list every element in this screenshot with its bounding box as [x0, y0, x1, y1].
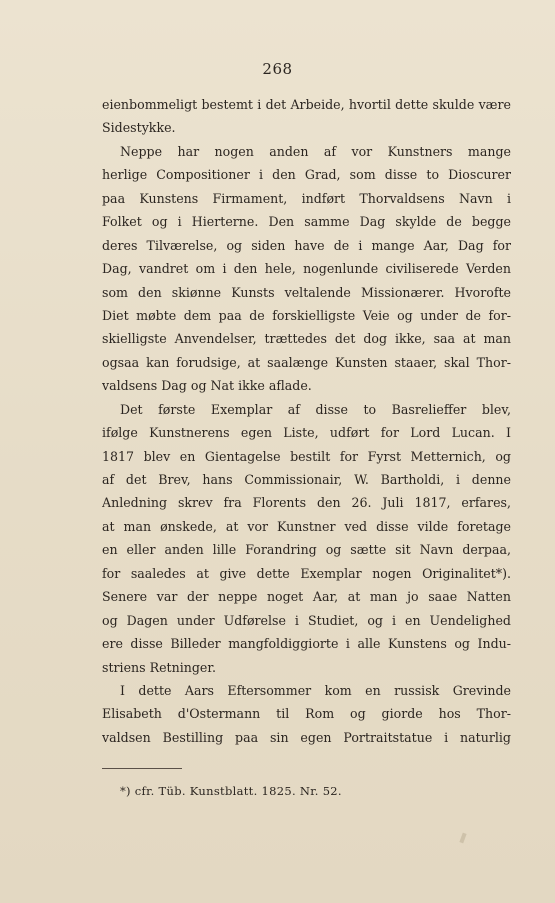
- text-line: Folket og i Hierterne. Den samme Dag skylde de begge: [102, 214, 511, 230]
- text-line: eienbommeligt bestemt i det Arbeide, hvortil dette skulde være: [102, 97, 511, 112]
- text-line: Senere var der neppe noget Aar, at man jo saae Natten: [102, 589, 511, 605]
- body-text: [102, 93, 511, 749]
- text-line: Det første Exemplar af disse to Basrelieffer blev,: [120, 401, 511, 417]
- text-line: Sidestykke.: [102, 120, 176, 136]
- text-line: Dag, vandret om i den hele, nogenlunde civiliserede Verden: [102, 261, 511, 277]
- text-line: ifølge Kunstnerens egen Liste, udført for Lord Lucan. I: [102, 425, 511, 441]
- text-line: 1817 blev en Gientagelse bestilt for Fyrst Metternich, og: [102, 448, 511, 464]
- text-line: at man ønskede, at vor Kunstner ved disse vilde foretage: [102, 518, 511, 534]
- text-line: og Dagen under Udførelse i Studiet, og i en Uendelighed: [102, 612, 511, 628]
- paper-stain: [459, 833, 466, 844]
- text-line: for saaledes at give dette Exemplar nogen Originalitet*).: [102, 565, 511, 581]
- footnote: *) cfr. Tüb. Kunstblatt. 1825. Nr. 52.: [120, 784, 342, 798]
- text-line: striens Retninger.: [102, 659, 217, 675]
- text-line: Neppe har nogen anden af vor Kunstners mange: [120, 143, 511, 159]
- text-line: ogsaa kan forudsige, at saalænge Kunsten staaer, skal Thor-: [102, 354, 511, 370]
- text-line: af det Brev, hans Commissionair, W. Bartholdi, i denne: [102, 472, 511, 487]
- text-line: Diet møbte dem paa de forskielligste Veie og under de for-: [102, 307, 511, 323]
- text-line: Elisabeth d'Ostermann til Rom og giorde hos Thor-: [102, 706, 511, 722]
- text-line: skielligste Anvendelser, trættedes det dog ikke, saa at man: [102, 331, 511, 347]
- text-line: paa Kunstens Firmament, indført Thorvaldsens Navn i: [102, 190, 511, 206]
- text-line: en eller anden lille Forandring og sætte sit Navn derpaa,: [102, 542, 511, 558]
- text-line: som den skiønne Kunsts veltalende Missionærer. Hvorofte: [102, 284, 511, 300]
- text-line: herlige Compositioner i den Grad, som disse to Dioscurer: [102, 167, 511, 183]
- text-line: valdsen Bestilling paa sin egen Portraitstatue i naturlig: [102, 729, 511, 745]
- text-line: Anledning skrev fra Florents den 26. Juli 1817, erfares,: [102, 495, 511, 511]
- page-number: 268: [262, 60, 293, 78]
- text-line: I dette Aars Eftersommer kom en russisk Grevinde: [120, 682, 511, 698]
- text-line: valdsens Dag og Nat ikke aflade.: [102, 378, 312, 394]
- text-line: deres Tilværelse, og siden have de i mange Aar, Dag for: [102, 237, 511, 253]
- text-line: ere disse Billeder mangfoldiggiorte i alle Kunstens og Indu-: [102, 636, 511, 652]
- footnote-rule: [102, 768, 182, 769]
